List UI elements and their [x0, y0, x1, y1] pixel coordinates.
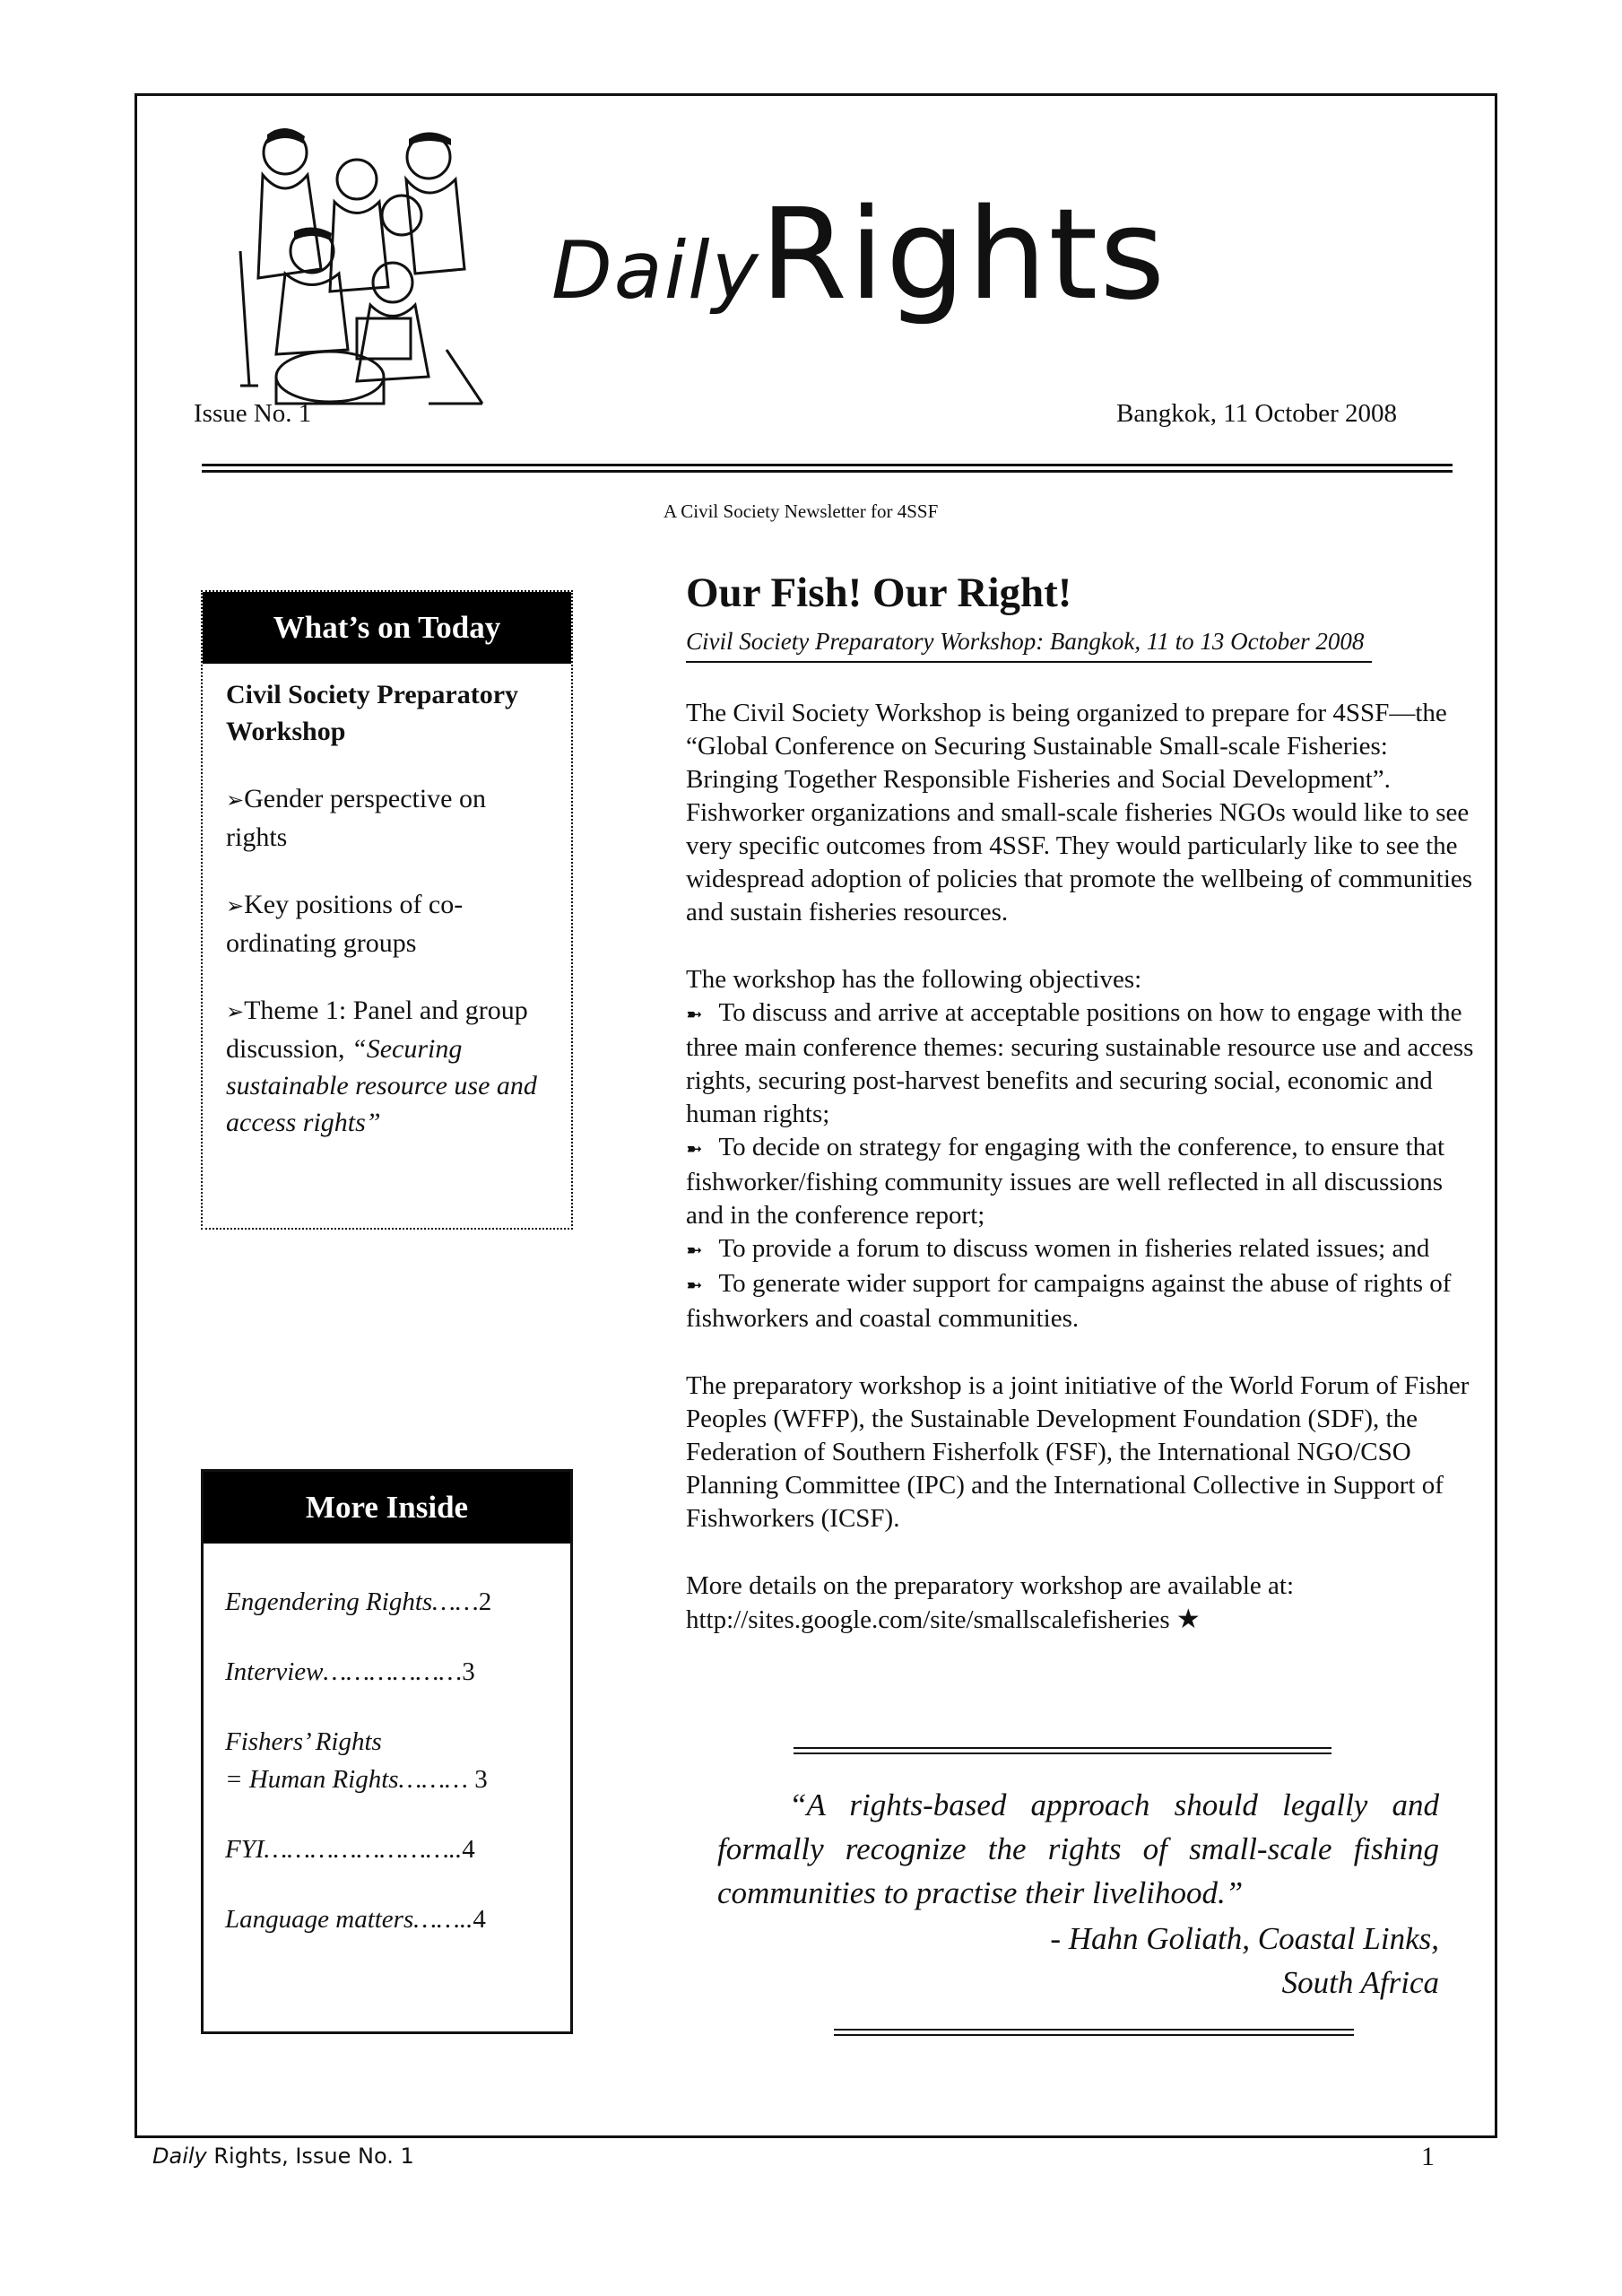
- whats-on-item: ➢Key positions of co-ordinating groups: [226, 890, 464, 958]
- more-inside-box: [201, 1469, 573, 2034]
- whats-on-item-theme: “Securing sustainable resource use and access rights”: [226, 1034, 537, 1137]
- pull-quote-text: “A rights-based approach should legally and formally recognize the rights of small-scale fishing communities to practise their livelihood.”: [717, 1787, 1439, 1910]
- contents-item[interactable]: FYI……………………..4: [225, 1835, 475, 1864]
- objective-item: ➼ To provide a forum to discuss women in fisheries related issues; and: [686, 1233, 1430, 1263]
- objective-item: ➼ To decide on strategy for engaging with the conference, to ensure that fishworker/fishing community issues are well reflected in all discussions and in the conference report;: [686, 1132, 1445, 1230]
- masthead-illustration: [222, 117, 491, 413]
- pen-bullet-icon: ➼: [686, 1137, 703, 1161]
- masthead-title-daily: Daily: [551, 224, 760, 317]
- more-inside-header: More Inside: [204, 1472, 570, 1544]
- main-article: [686, 570, 1475, 1637]
- contents-item[interactable]: Fishers’ Rights = Human Rights……… 3: [225, 1727, 488, 1794]
- pull-quote: [717, 1783, 1439, 1915]
- arrow-bullet-icon: ➢: [226, 893, 245, 918]
- quote-rule-top: [794, 1747, 1331, 1754]
- contents-item[interactable]: Language matters……..4: [225, 1905, 486, 1934]
- whats-on-today-box: [201, 590, 573, 1230]
- footer-title: Daily Rights, Issue No. 1: [152, 2144, 414, 2169]
- whats-on-item: ➢Gender perspective on rights: [226, 784, 486, 852]
- objectives-intro: The workshop has the following objectives:: [686, 964, 1142, 994]
- dateline: Bangkok, 11 October 2008: [1116, 399, 1398, 428]
- whats-on-today-header: What’s on Today: [203, 592, 571, 664]
- article-headline: Our Fish! Our Right!: [686, 570, 1072, 616]
- tagline: A Civil Society Newsletter for 4SSF: [664, 500, 939, 522]
- arrow-bullet-icon: ➢: [226, 787, 245, 813]
- article-paragraph: The Civil Society Workshop is being organized to prepare for 4SSF—the “Global Conference on Securing Sustainable Small-scale Fisheries: Bringing Together Responsible Fisheries and Social Development”. Fishworker organizations and small-scale fisheries NGOs would like to see very specific outcomes from 4SSF. They would particularly like to see the widespread adoption of policies that promote the wellbeing of communities and sustain fisheries resources.: [686, 698, 1473, 926]
- article-paragraph: The preparatory workshop is a joint initiative of the World Forum of Fisher Peoples (WFFP), the Sustainable Development Foundation (SDF), the Federation of Southern Fisherfolk (FSF), the International NGO/CSO Planning Committee (IPC) and the International Collective in Support of Fishworkers (ICSF).: [686, 1370, 1470, 1533]
- objective-item: ➼ To discuss and arrive at acceptable positions on how to engage with the three main conference themes: securing sustainable resource use and access rights, securing post-harvest benefits and securing social, economic and human rights;: [686, 997, 1474, 1128]
- pen-bullet-icon: ➼: [686, 1003, 703, 1026]
- contents-item[interactable]: Interview………………3: [225, 1657, 475, 1686]
- pen-bullet-icon: ➼: [686, 1274, 703, 1297]
- more-details: More details on the preparatory workshop are available at: http://sites.google.com/site/smallscalefisheries ★: [686, 1570, 1295, 1635]
- masthead-divider: [202, 464, 1453, 474]
- workshop-link[interactable]: http://sites.google.com/site/smallscalefisheries: [686, 1605, 1170, 1634]
- quote-attribution: - Hahn Goliath, Coastal Links, South Africa: [1050, 1921, 1439, 2000]
- objectives-list: [686, 963, 1475, 1335]
- masthead-title: [551, 182, 1167, 328]
- whats-on-item: ➢Theme 1: Panel and group discussion, “Securing sustainable resource use and access rights”: [226, 996, 537, 1137]
- pen-bullet-icon: ➼: [686, 1239, 703, 1262]
- article-subhead: Civil Society Preparatory Workshop: Bangkok, 11 to 13 October 2008: [686, 628, 1372, 663]
- issue-number: Issue No. 1: [194, 399, 312, 428]
- objective-item: ➼ To generate wider support for campaigns against the abuse of rights of fishworkers and coastal communities.: [686, 1268, 1452, 1333]
- whats-on-heading: Civil Society Preparatory Workshop: [226, 680, 519, 746]
- arrow-bullet-icon: ➢: [226, 999, 245, 1024]
- masthead-title-rights: Rights: [759, 182, 1167, 328]
- quote-rule-bottom: [834, 2029, 1354, 2036]
- star-icon: ★: [1175, 1603, 1201, 1635]
- page-number: 1: [1421, 2142, 1435, 2171]
- contents-item[interactable]: Engendering Rights……2: [225, 1587, 492, 1616]
